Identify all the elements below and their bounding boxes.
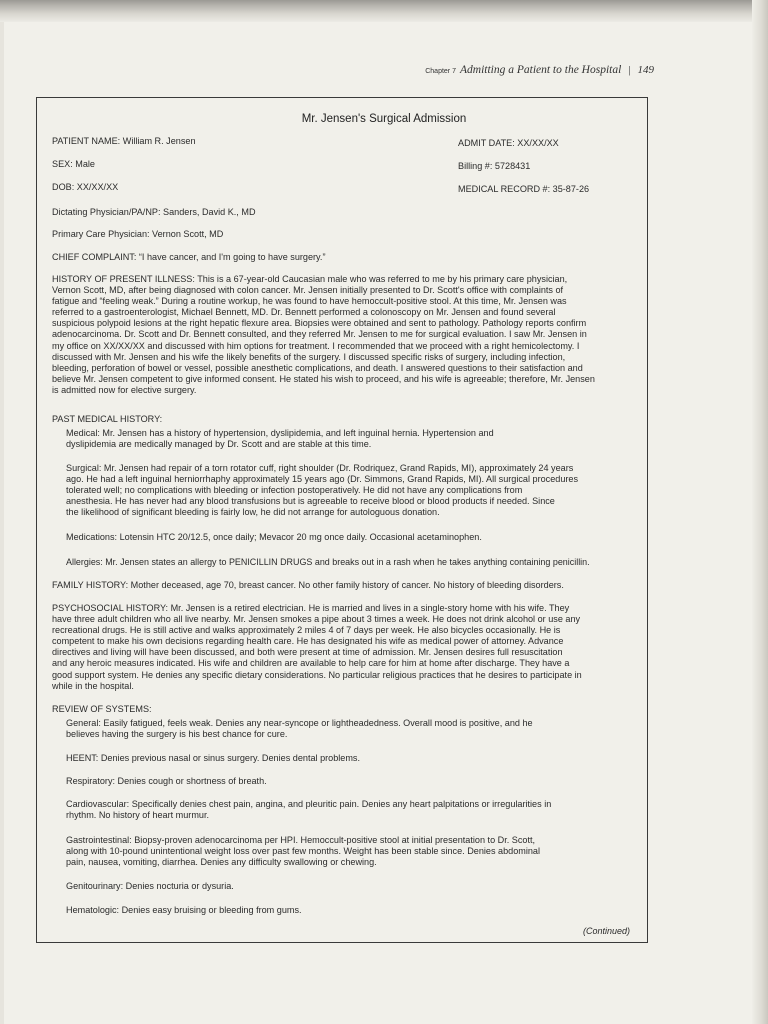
ros-cardiovascular-line: rhythm. No history of heart murmur. (66, 810, 210, 821)
admit-date: ADMIT DATE: XX/XX/XX (458, 138, 559, 148)
pmh-medical (66, 428, 494, 450)
hpi-line: fatigue and “feeling weak.” During a routine workup, he was found to have hemoccult-positive stool. At this time, Mr. Jensen was (52, 296, 567, 307)
pmh-surgical (66, 463, 578, 518)
review-of-systems-heading: REVIEW OF SYSTEMS: (52, 704, 152, 714)
pmh-medical-line: dyslipidemia are medically managed by Dr. Scott and are stable at this time. (66, 439, 372, 450)
pmh-surgical-line: the likelihood of significant bleeding is fairly low, he did not arrange for autologuous donation. (66, 507, 440, 518)
pmh-allergies: Allergies: Mr. Jensen states an allergy to PENICILLIN DRUGS and breaks out in a rash when he takes anything containing penicillin. (66, 557, 590, 567)
ros-respiratory: Respiratory: Denies cough or shortness of breath. (66, 776, 267, 786)
family-history: FAMILY HISTORY: Mother deceased, age 70, breast cancer. No other family history of cancer. No history of bleeding disorders. (52, 580, 564, 590)
hpi-line: believe Mr. Jensen competent to give informed consent. He stated his wish to proceed, and his wife is agreeable; therefore, Mr. Jensen (52, 373, 595, 384)
ros-heent: HEENT: Denies previous nasal or sinus surgery. Denies dental problems. (66, 753, 360, 763)
pmh-surgical-line: ago. He had a left inguinal herniorrhaphy approximately 15 years ago (Dr. Simmons, Grand Rapids, MI). All surgical procedures (66, 474, 579, 485)
pmh-surgical-line: Surgical: Mr. Jensen had repair of a torn rotator cuff, right shoulder (Dr. Rodriquez, Grand Rapids, MI), approximately 24 years (66, 463, 574, 473)
pmh-surgical-line: tolerated well; no complications with bleeding or infection postoperatively. He did not have any complications from (66, 485, 523, 496)
document-title: Mr. Jensen's Surgical Admission (301, 113, 467, 125)
pmh-medications: Medications: Lotensin HTC 20/12.5, once daily; Mevacor 20 mg once daily. Occasional acetaminophen. (66, 532, 482, 542)
hpi-line: discussed with Mr. Jensen and his wife the likely benefits of the surgery. I discussed specific risks of surgery, including infection, (52, 351, 566, 362)
ros-gastrointestinal (66, 835, 540, 868)
ros-gi-line: pain, nausea, vomiting, diarrhea. Denies any difficulty swallowing or chewing. (66, 857, 377, 868)
ros-gi-line: Gastrointestinal: Biopsy-proven adenocarcinoma per HPI. Hemoccult-positive stool at initial presentation to Dr. Scott, (66, 835, 536, 845)
patient-name: PATIENT NAME: William R. Jensen (52, 136, 196, 146)
medical-record-number: MEDICAL RECORD #: 35-87-26 (458, 184, 590, 194)
hpi-line: is admitted now for elective surgery. (52, 384, 197, 395)
hpi-line: my office on XX/XX/XX and discussed with him options for treatment. I recommended that we proceed with a right hemicolectomy. I (52, 340, 580, 351)
hpi-line: referred to a gastroenterologist, Michael Bennett, MD. Dr. Bennett performed a colonoscopy on Mr. Jensen and found several (52, 307, 556, 318)
pmh-surgical-line: anesthesia. He has never had any blood transfusions but is agreeable to receive blood or blood products if needed. Since (66, 496, 555, 507)
hpi-line: adenocarcinoma. Dr. Scott and Dr. Bennett consulted, and they referred Mr. Jensen to me for surgical evaluation. I saw Mr. Jensen in (52, 329, 587, 340)
psychosocial-line: and any heroic measures indicated. His wife and children are available to help care for him at home after discharge. They have a (52, 658, 570, 669)
scan-top-edge (0, 0, 768, 22)
ros-general-line: believes having the surgery is his best chance for cure. (66, 729, 288, 740)
hpi-line: Vernon Scott, MD, after being diagnosed with colon cancer. Mr. Jensen initially presented to Dr. Scott's office with complaints of (52, 285, 564, 296)
running-head-separator: | (628, 64, 631, 76)
running-head-chapter: Chapter 7 (425, 68, 456, 75)
psychosocial-line: directives and living will have been discussed, and both were present at time of admission. Mr. Jensen desires full resuscitation (52, 647, 563, 658)
psychosocial-line: PSYCHOSOCIAL HISTORY: Mr. Jensen is a retired electrician. He is married and lives in a single-story home with his wife. They (52, 603, 570, 613)
chief-complaint: CHIEF COMPLAINT: “I have cancer, and I'm going to have surgery.” (52, 252, 326, 262)
continued-note: (Continued) (582, 926, 630, 936)
ros-hematologic: Hematologic: Denies easy bruising or bleeding from gums. (66, 905, 302, 915)
psychosocial-line: competent to make his own decisions regarding health care. He has designated his wife as medical power of attorney. Advance (52, 636, 564, 647)
hpi-line: HISTORY OF PRESENT ILLNESS: This is a 67-year-old Caucasian male who was referred to me by his primary care physician, (52, 274, 568, 284)
patient-sex: SEX: Male (52, 159, 95, 169)
hpi-line: suspicious polypoid lesions at the right hepatic flexure area. Biopsies were obtained and sent to pathology. Pathology reports confirm (52, 318, 587, 329)
ros-cardiovascular (66, 799, 551, 821)
ros-general (66, 718, 533, 740)
ros-general-line: General: Easily fatigued, feels weak. Denies any near-syncope or lightheadedness. Overall mood is positive, and he (66, 718, 533, 728)
page-number: 149 (637, 64, 654, 76)
billing-number: Billing #: 5728431 (458, 161, 531, 171)
pmh-medical-line: Medical: Mr. Jensen has a history of hypertension, dyslipidemia, and left inguinal hernia. Hypertension and (66, 428, 494, 438)
primary-care-physician: Primary Care Physician: Vernon Scott, MD (52, 229, 224, 239)
running-head (425, 64, 654, 76)
dictating-physician: Dictating Physician/PA/NP: Sanders, David K., MD (52, 207, 256, 217)
hpi-line: bleeding, perforation of bowel or vessel, possible anesthetic complications, and death. I answered questions to their satisfaction and (52, 362, 583, 373)
running-head-title: Admitting a Patient to the Hospital (459, 64, 622, 76)
psychosocial-history (52, 603, 582, 692)
ros-cardiovascular-line: Cardiovascular: Specifically denies chest pain, angina, and pleuritic pain. Denies any heart palpitations or irregularities in (66, 799, 552, 809)
ros-gi-line: along with 10-pound unintentional weight loss over past few months. Weight has been stable since. Denies abdominal (66, 846, 541, 857)
history-of-present-illness (52, 274, 595, 396)
ros-genitourinary: Genitourinary: Denies nocturia or dysuria. (66, 881, 234, 891)
psychosocial-line: recreational drugs. He is still active and walks approximately 2 miles 4 of 7 days per week. He also bicycles occasionally. He is (52, 625, 561, 636)
psychosocial-line: while in the hospital. (52, 680, 134, 691)
past-medical-history-heading: PAST MEDICAL HISTORY: (52, 414, 163, 424)
psychosocial-line: good support system. He denies any specific dietary considerations. No particular religious practices that he desires to participate in (52, 669, 582, 680)
psychosocial-line: have three adult children who all live nearby. Mr. Jensen smokes a pipe about 3 times a week. He does not drink alcohol or use any (52, 614, 581, 625)
date-of-birth: DOB: XX/XX/XX (52, 182, 119, 192)
scan-right-edge (752, 0, 768, 1024)
